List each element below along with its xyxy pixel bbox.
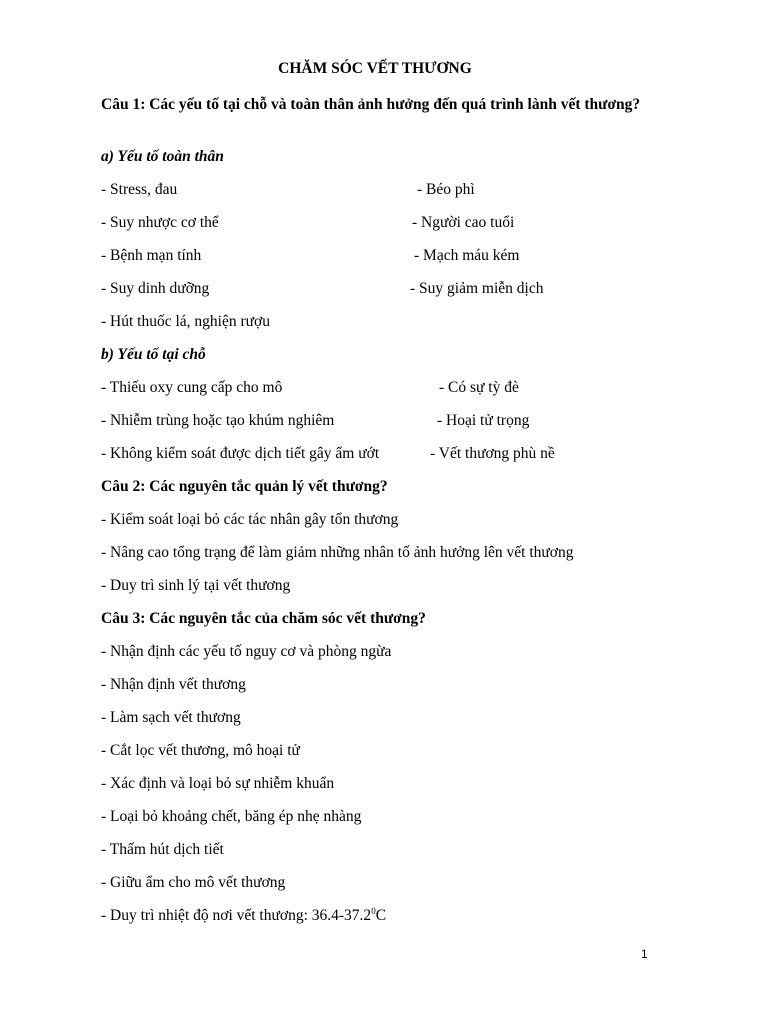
factor-row-right: - Người cao tuổi [412,214,515,231]
list-item: - Duy trì sinh lý tại vết thương [101,577,291,594]
factor-row-left: - Không kiểm soát được dịch tiết gây ẩm ướt [101,445,380,462]
factor-row-left: - Nhiễm trùng hoặc tạo khúm nghiêm [101,412,335,429]
list-item: - Nhận định các yếu tố nguy cơ và phòng ngừa [101,643,392,660]
question-1-heading: Câu 1: Các yếu tố tại chỗ và toàn thân ảnh hưởng đến quá trình lành vết thương? [101,96,641,113]
section-a-heading: a) Yếu tố toàn thân [101,148,224,165]
list-item: - Kiểm soát loại bỏ các tác nhân gây tổn thương [101,511,399,528]
factor-row-left: - Suy dinh dưỡng [101,280,210,297]
temperature-item [101,906,386,926]
section-b-heading: b) Yếu tố tại chỗ [101,346,206,363]
list-item: - Loại bỏ khoảng chết, băng ép nhẹ nhàng [101,808,362,825]
list-item: - Làm sạch vết thương [101,709,241,726]
list-item: - Cắt lọc vết thương, mô hoại tử [101,742,300,759]
factor-row-left: - Suy nhược cơ thể [101,214,219,231]
degree-superscript: 0 [371,906,376,916]
factor-row-right: - Béo phì [417,181,475,198]
question-3-heading: Câu 3: Các nguyên tắc của chăm sóc vết thương? [101,610,426,627]
factor-row-left: - Stress, đau [101,181,178,198]
temperature-text: - Duy trì nhiệt độ nơi vết thương: 36.4-37.2 [101,907,372,924]
factor-row-right: - Suy giảm miễn dịch [410,280,544,297]
temperature-unit: C [375,907,387,924]
list-item: - Thấm hút dịch tiết [101,841,224,858]
document-title: CHĂM SÓC VẾT THƯƠNG [278,60,472,77]
list-item: - Xác định và loại bỏ sự nhiễm khuẩn [101,775,335,792]
factor-row-right: - Hoại tử trọng [437,412,530,429]
question-2-heading: Câu 2: Các nguyên tắc quản lý vết thương? [101,478,388,495]
list-item: - Nhận định vết thương [101,676,246,693]
factor-row-left: - Hút thuốc lá, nghiện rượu [101,313,270,330]
list-item: - Nâng cao tổng trạng để làm giảm những nhân tố ảnh hưởng lên vết thương [101,544,574,561]
factor-row-left: - Bệnh mạn tính [101,247,202,264]
factor-row-right: - Có sự tỳ đè [439,379,519,396]
factor-row-right: - Vết thương phù nề [430,445,555,462]
list-item: - Giữu ẩm cho mô vết thương [101,874,286,891]
factor-row-left: - Thiếu oxy cung cấp cho mô [101,379,283,396]
document-page [101,0,649,1024]
factor-row-right: - Mạch máu kém [414,247,520,264]
page-number: 1 [641,947,648,961]
